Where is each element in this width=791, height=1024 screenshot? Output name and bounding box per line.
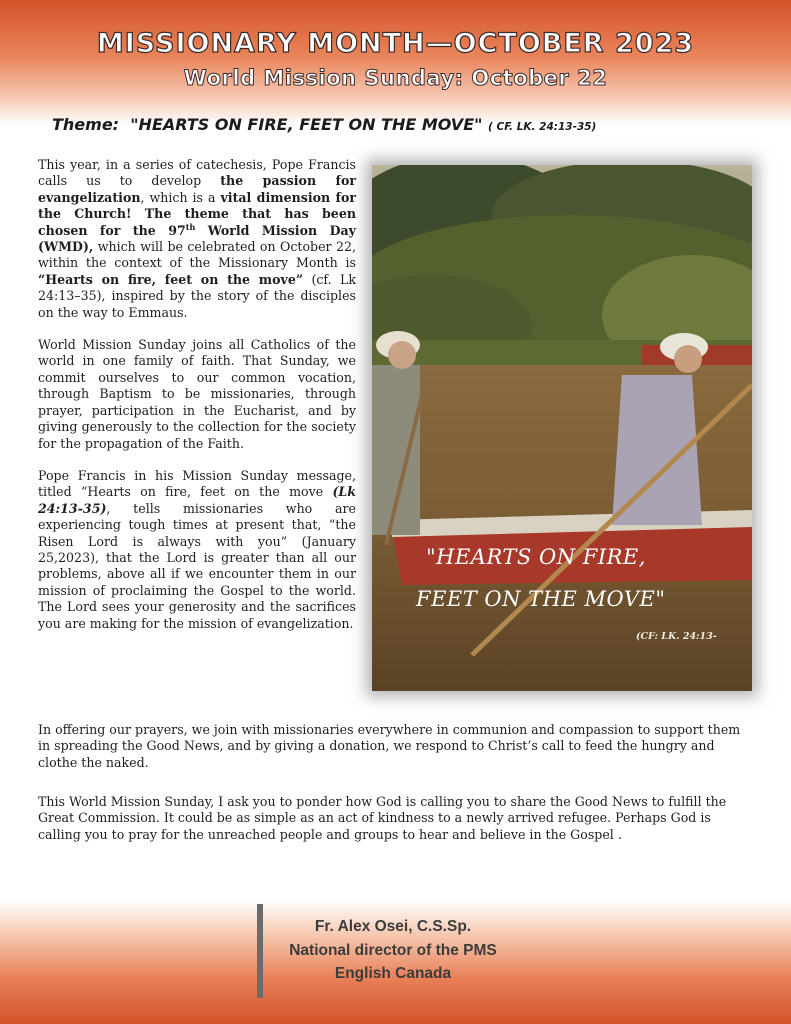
paragraph-3 <box>38 468 356 632</box>
p1-bold-f: World Mission Day (WMD), <box>38 222 356 255</box>
page-subtitle: World Mission Sunday: October 22 <box>183 66 608 90</box>
p1-superscript: th <box>185 221 196 232</box>
photo-nuns-on-river <box>372 165 752 691</box>
p3-text-c: , tells missionaries who are experiencing tough times at present that, “the Risen Lord is always with you” (January 25,2023), that the Lord is greater than all our problems, above all if we encounter them in our mission of proclaiming the Gospel to the world. The Lord sees your generosity and the sacrifices you are making for the mission of evangelization. <box>38 500 356 631</box>
p3-text-a: Pope Francis in his Mission Sunday message, titled “Hearts on fire, feet on the move <box>38 467 356 500</box>
paragraph-4: In offering our prayers, we join with missionaries everywhere in communion and compassion to support them in spreading the Good News, and by giving a donation, we respond to Christ’s call to feed the hungry and clothe the naked. <box>38 722 741 770</box>
paragraph-1 <box>38 157 356 321</box>
theme-text: "HEARTS ON FIRE, FEET ON THE MOVE" <box>130 115 483 134</box>
theme-line <box>52 115 596 134</box>
theme-reference: ( CF. LK. 24:13-35) <box>488 121 597 133</box>
p3-scripture-ref: (Lk 24:13-35) <box>38 484 356 516</box>
paragraph-5-container <box>38 794 754 843</box>
theme-label: Theme: <box>52 115 120 134</box>
left-column-text <box>38 157 356 648</box>
photo-caption-line-1: "HEARTS ON FIRE, <box>426 545 646 569</box>
signature-role: National director of the PMS <box>289 942 497 959</box>
paragraph-5: This World Mission Sunday, I ask you to ponder how God is calling you to share the Good News to fulfill the Great Commission. It could be as simple as an act of kindness to a newly arrived refugee. Perhaps God is calling you to pray for the unreached people and groups to hear and believe in the Gospel . <box>38 794 727 842</box>
footer-divider <box>257 904 263 998</box>
photo-caption-reference: (CF: LK. 24:13- <box>636 631 717 642</box>
p1-bold-e: The theme that has been chosen for the 97 <box>38 206 356 238</box>
river-scene-illustration <box>372 165 752 691</box>
p1-text-i: (cf. Lk 24:13–35), inspired by the story of the disciples on the way to Emmaus. <box>38 271 356 320</box>
p1-bold-d: vital dimension for the Church! <box>38 189 356 222</box>
p1-text-a: This year, in a series of catechesis, Pope Francis calls us to develop <box>38 157 356 189</box>
paragraph-2: World Mission Sunday joins all Catholics of the world in one family of faith. That Sunday, we commit ourselves to our common vocation, through Baptism to be missionaries, through prayer, participation in the Eucharist, and by giving generously to the collection for the society for the propagation of the Faith. <box>38 337 356 451</box>
signature-name: Fr. Alex Osei, C.S.Sp. <box>314 918 472 935</box>
paragraph-4-container <box>38 722 754 771</box>
p1-bold-h: “Hearts on fire, feet on the move” <box>38 271 304 287</box>
photo-caption-line-2: FEET ON THE MOVE" <box>416 587 666 611</box>
p1-bold-b: the passion for evangelization <box>38 173 356 205</box>
p1-text-g: which will be celebrated on October 22, within the context of the Missionary Month is <box>38 239 356 271</box>
p1-text-c: , which is a <box>140 189 221 205</box>
page-title: MISSIONARY MONTH—OCTOBER 2023 <box>96 28 695 59</box>
header-band <box>0 0 791 125</box>
signature-region: English Canada <box>334 965 452 982</box>
